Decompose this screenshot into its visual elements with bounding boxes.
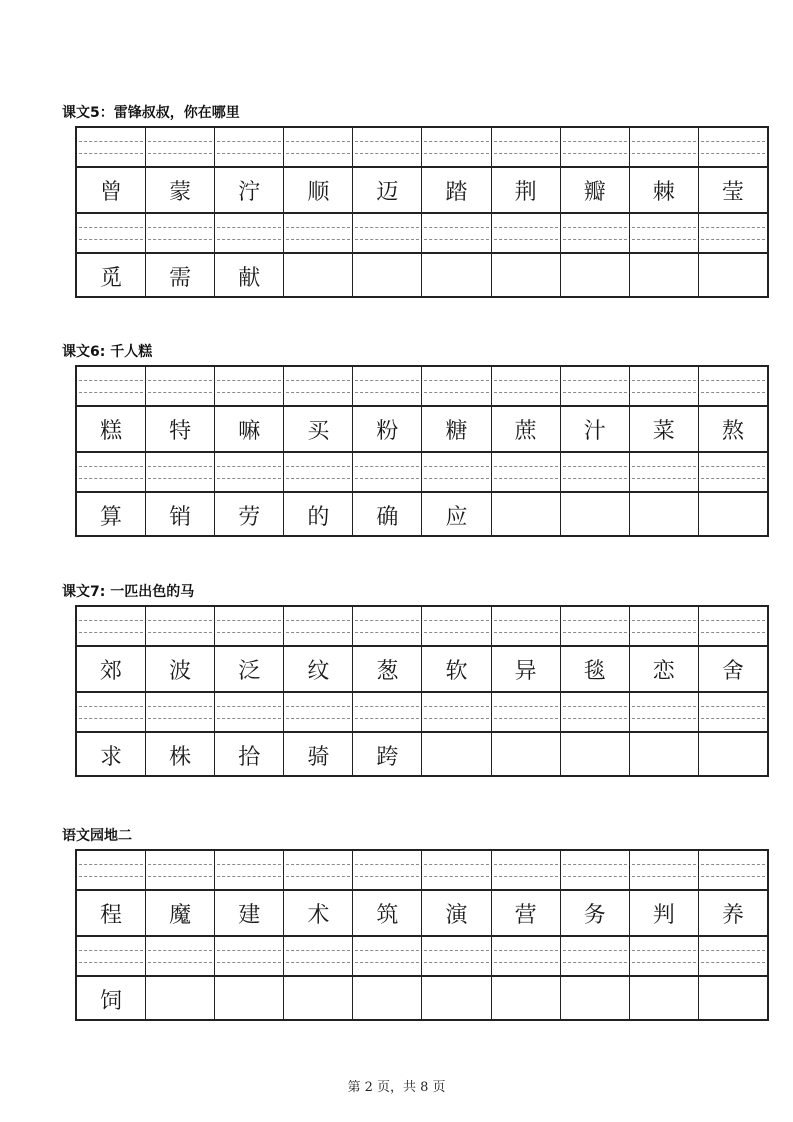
pinyin-cell	[560, 367, 629, 405]
pinyin-cell	[145, 453, 214, 491]
pinyin-row	[77, 937, 767, 977]
character-cell: 恋	[629, 647, 698, 691]
character-cell: 觅	[100, 265, 123, 291]
pinyin-cell	[77, 128, 145, 166]
character-row	[77, 647, 767, 691]
grid-block	[77, 693, 767, 777]
pinyin-cell	[560, 214, 629, 252]
character-cell	[491, 493, 560, 537]
grid-block	[77, 937, 767, 1021]
pinyin-cell	[560, 607, 629, 645]
character-cell: 泛	[214, 647, 283, 691]
pinyin-cell	[145, 607, 214, 645]
character-cell	[560, 493, 629, 537]
character-cell: 饲	[100, 988, 123, 1014]
pinyin-cell	[421, 453, 490, 491]
character-cell: 莹	[698, 168, 767, 212]
pinyin-cell	[214, 367, 283, 405]
character-cell: 需	[145, 254, 214, 298]
pinyin-cell	[145, 693, 214, 731]
lesson-title: 课文6: 千人糕	[62, 344, 153, 360]
character-cell	[560, 733, 629, 777]
character-cell	[352, 254, 421, 298]
pinyin-cell	[629, 607, 698, 645]
pinyin-cell	[77, 214, 145, 252]
character-cell: 养	[698, 891, 767, 935]
pinyin-cell	[352, 453, 421, 491]
pinyin-row	[77, 128, 767, 168]
character-cell: 特	[145, 407, 214, 451]
page-footer	[0, 1076, 793, 1095]
pinyin-cell	[145, 937, 214, 975]
character-cell: 糕	[100, 418, 123, 444]
character-cell	[214, 977, 283, 1021]
pinyin-cell	[77, 937, 145, 975]
character-cell: 汁	[560, 407, 629, 451]
pinyin-cell	[283, 214, 352, 252]
writing-grid	[75, 126, 769, 298]
pinyin-cell	[214, 937, 283, 975]
character-cell: 踏	[421, 168, 490, 212]
writing-grid	[75, 365, 769, 537]
character-cell: 献	[214, 254, 283, 298]
pinyin-cell	[491, 937, 560, 975]
pinyin-cell	[560, 128, 629, 166]
grid-block	[77, 453, 767, 537]
character-cell	[145, 977, 214, 1021]
lesson-title: 语文园地二	[62, 828, 132, 844]
pinyin-cell	[698, 367, 767, 405]
pinyin-cell	[283, 128, 352, 166]
character-row	[77, 168, 767, 212]
writing-grid	[75, 605, 769, 777]
pinyin-cell	[283, 693, 352, 731]
pinyin-cell	[77, 453, 145, 491]
character-cell	[698, 733, 767, 777]
character-cell: 算	[100, 504, 123, 530]
character-cell	[421, 254, 490, 298]
pinyin-cell	[491, 367, 560, 405]
writing-grid	[75, 849, 769, 1021]
grid-block	[77, 214, 767, 298]
pinyin-cell	[491, 453, 560, 491]
character-cell: 务	[560, 891, 629, 935]
character-cell: 荆	[491, 168, 560, 212]
pinyin-cell	[283, 453, 352, 491]
character-cell: 瓣	[560, 168, 629, 212]
character-cell	[629, 733, 698, 777]
character-cell: 软	[421, 647, 490, 691]
character-cell	[560, 977, 629, 1021]
character-cell: 买	[283, 407, 352, 451]
character-cell: 劳	[214, 493, 283, 537]
character-cell: 求	[100, 744, 123, 770]
pinyin-cell	[629, 453, 698, 491]
pinyin-cell	[698, 937, 767, 975]
character-cell: 筑	[352, 891, 421, 935]
character-cell: 菜	[629, 407, 698, 451]
pinyin-row	[77, 607, 767, 647]
pinyin-cell	[283, 937, 352, 975]
character-cell: 棘	[629, 168, 698, 212]
character-row	[77, 493, 767, 537]
character-cell	[629, 493, 698, 537]
pinyin-cell	[629, 693, 698, 731]
pinyin-cell	[352, 128, 421, 166]
pinyin-cell	[214, 453, 283, 491]
grid-block	[77, 851, 767, 935]
character-cell: 熬	[698, 407, 767, 451]
character-cell: 蔗	[491, 407, 560, 451]
pinyin-cell	[145, 214, 214, 252]
lesson-title: 课文5：雷锋叔叔，你在哪里	[62, 105, 240, 121]
pinyin-cell	[352, 367, 421, 405]
character-row	[77, 733, 767, 777]
character-cell	[698, 977, 767, 1021]
pinyin-cell	[352, 937, 421, 975]
character-row	[77, 977, 767, 1021]
character-cell: 销	[145, 493, 214, 537]
pinyin-cell	[283, 607, 352, 645]
character-cell	[491, 977, 560, 1021]
character-cell: 郊	[100, 658, 123, 684]
character-cell: 异	[491, 647, 560, 691]
pinyin-cell	[629, 937, 698, 975]
pinyin-cell	[352, 851, 421, 889]
page-number-label: 第 2 页，共 8 页	[347, 1080, 446, 1095]
character-cell	[491, 254, 560, 298]
character-row	[77, 254, 767, 298]
pinyin-cell	[283, 367, 352, 405]
pinyin-cell	[560, 937, 629, 975]
pinyin-row	[77, 693, 767, 733]
character-cell: 顺	[283, 168, 352, 212]
pinyin-cell	[491, 214, 560, 252]
grid-block	[77, 128, 767, 212]
character-cell	[352, 977, 421, 1021]
character-cell	[491, 733, 560, 777]
character-cell	[421, 733, 490, 777]
pinyin-cell	[421, 607, 490, 645]
pinyin-cell	[491, 128, 560, 166]
character-cell: 糖	[421, 407, 490, 451]
pinyin-cell	[283, 851, 352, 889]
character-cell: 毯	[560, 647, 629, 691]
character-cell: 应	[421, 493, 490, 537]
character-cell: 判	[629, 891, 698, 935]
pinyin-cell	[77, 851, 145, 889]
pinyin-cell	[698, 851, 767, 889]
character-cell: 曾	[100, 179, 123, 205]
pinyin-cell	[421, 214, 490, 252]
grid-block	[77, 367, 767, 451]
pinyin-cell	[698, 214, 767, 252]
pinyin-cell	[352, 607, 421, 645]
pinyin-row	[77, 851, 767, 891]
character-cell: 舍	[698, 647, 767, 691]
character-cell: 株	[145, 733, 214, 777]
pinyin-cell	[421, 693, 490, 731]
character-cell: 粉	[352, 407, 421, 451]
character-cell: 波	[145, 647, 214, 691]
character-cell: 葱	[352, 647, 421, 691]
pinyin-cell	[421, 128, 490, 166]
character-cell: 骑	[283, 733, 352, 777]
character-cell: 的	[283, 493, 352, 537]
character-cell: 术	[283, 891, 352, 935]
pinyin-cell	[214, 607, 283, 645]
lesson-title: 课文7: 一匹出色的马	[62, 584, 195, 600]
pinyin-cell	[629, 128, 698, 166]
character-cell	[421, 977, 490, 1021]
character-cell: 魔	[145, 891, 214, 935]
pinyin-cell	[698, 693, 767, 731]
character-cell: 程	[100, 902, 123, 928]
character-cell	[283, 977, 352, 1021]
pinyin-cell	[421, 851, 490, 889]
pinyin-row	[77, 214, 767, 254]
character-cell: 蒙	[145, 168, 214, 212]
character-row	[77, 407, 767, 451]
character-cell	[283, 254, 352, 298]
pinyin-cell	[214, 214, 283, 252]
pinyin-cell	[560, 851, 629, 889]
character-cell	[698, 493, 767, 537]
pinyin-cell	[77, 607, 145, 645]
pinyin-cell	[560, 693, 629, 731]
character-row	[77, 891, 767, 935]
pinyin-cell	[214, 851, 283, 889]
character-cell: 营	[491, 891, 560, 935]
pinyin-cell	[698, 453, 767, 491]
pinyin-cell	[698, 128, 767, 166]
pinyin-cell	[77, 693, 145, 731]
pinyin-cell	[629, 214, 698, 252]
pinyin-cell	[560, 453, 629, 491]
pinyin-cell	[491, 693, 560, 731]
pinyin-cell	[214, 693, 283, 731]
character-cell: 演	[421, 891, 490, 935]
pinyin-cell	[698, 607, 767, 645]
pinyin-cell	[214, 128, 283, 166]
pinyin-row	[77, 453, 767, 493]
character-cell: 泞	[214, 168, 283, 212]
pinyin-cell	[145, 367, 214, 405]
character-cell: 建	[214, 891, 283, 935]
character-cell: 迈	[352, 168, 421, 212]
character-cell: 拾	[214, 733, 283, 777]
pinyin-cell	[491, 851, 560, 889]
pinyin-cell	[421, 367, 490, 405]
pinyin-cell	[352, 693, 421, 731]
character-cell	[698, 254, 767, 298]
pinyin-cell	[421, 937, 490, 975]
grid-block	[77, 607, 767, 691]
character-cell: 纹	[283, 647, 352, 691]
pinyin-cell	[77, 367, 145, 405]
character-cell	[629, 977, 698, 1021]
character-cell: 确	[352, 493, 421, 537]
pinyin-row	[77, 367, 767, 407]
character-cell: 嘛	[214, 407, 283, 451]
character-cell: 跨	[352, 733, 421, 777]
character-cell	[560, 254, 629, 298]
pinyin-cell	[491, 607, 560, 645]
pinyin-cell	[145, 128, 214, 166]
pinyin-cell	[629, 367, 698, 405]
pinyin-cell	[352, 214, 421, 252]
pinyin-cell	[145, 851, 214, 889]
pinyin-cell	[629, 851, 698, 889]
character-cell	[629, 254, 698, 298]
